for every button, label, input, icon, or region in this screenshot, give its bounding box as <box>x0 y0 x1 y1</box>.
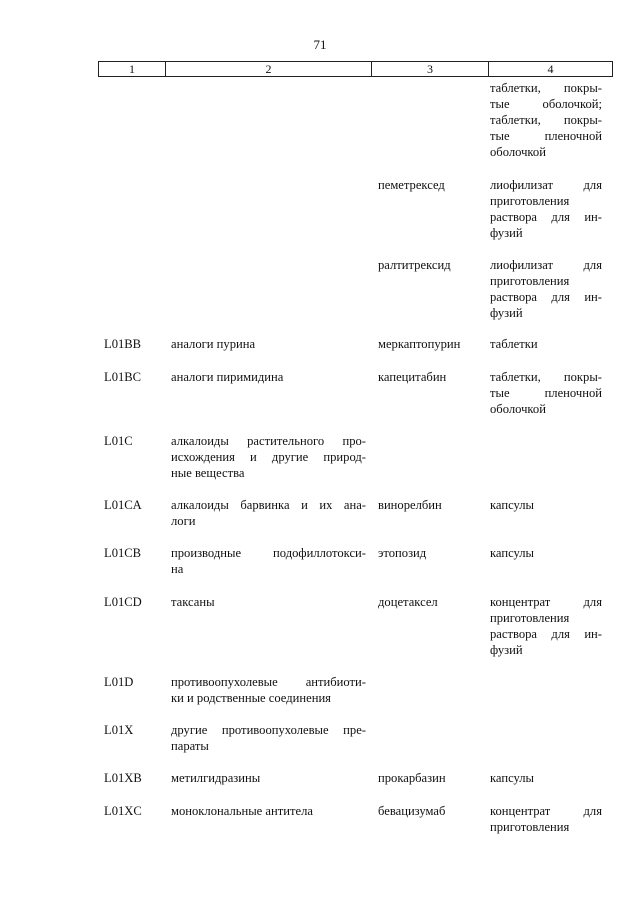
dosage-form-line: фузий <box>490 306 523 320</box>
dosage-form-line: концентрат для <box>490 804 602 818</box>
dosage-form-line: лиофилизат для <box>490 258 602 272</box>
dosage-form-line: капсулы <box>490 498 535 512</box>
group-name <box>171 545 366 577</box>
atc-code: L01XB <box>104 771 142 785</box>
dosage-form-line: раствора для ин- <box>490 290 602 304</box>
atc-code: L01XC <box>104 804 142 818</box>
group-name-line: моноклональные антитела <box>171 804 313 818</box>
group-name-line: логи <box>171 514 196 528</box>
dosage-form-line: капсулы <box>490 546 535 560</box>
group-name-line: производные подофиллотокси- <box>171 546 366 560</box>
dosage-form <box>490 545 602 561</box>
drug-name: доцетаксел <box>378 595 438 609</box>
dosage-form <box>490 177 602 241</box>
header-col-3: 3 <box>372 62 489 77</box>
dosage-form-line: фузий <box>490 226 523 240</box>
drug-name: этопозид <box>378 546 427 560</box>
dosage-form-line: таблетки, покры- <box>490 113 602 127</box>
group-name-line: таксаны <box>171 595 215 609</box>
drug-name: винорелбин <box>378 498 442 512</box>
dosage-form <box>490 497 602 513</box>
atc-code: L01CD <box>104 595 142 609</box>
group-name-line: алкалоиды барвинка и их ана- <box>171 498 366 512</box>
group-name <box>171 770 366 786</box>
group-name <box>171 722 366 754</box>
header-col-4: 4 <box>489 62 613 77</box>
dosage-form-line: лиофилизат для <box>490 178 602 192</box>
group-name-line: аналоги пурина <box>171 337 256 351</box>
drug-name: капецитабин <box>378 370 447 384</box>
drug-name: бевацизумаб <box>378 804 446 818</box>
dosage-form <box>490 336 602 352</box>
group-name <box>171 674 366 706</box>
group-name-line: алкалоиды растительного про- <box>171 434 366 448</box>
dosage-form <box>490 594 602 658</box>
atc-code: L01X <box>104 723 134 737</box>
dosage-form-line: таблетки, покры- <box>490 81 602 95</box>
dosage-form-line: таблетки, покры- <box>490 370 602 384</box>
dosage-form <box>490 803 602 835</box>
group-name-line: исхождения и другие природ- <box>171 450 366 464</box>
dosage-form-line: приготовления <box>490 820 570 834</box>
atc-code: L01BB <box>104 337 142 351</box>
header-col-2: 2 <box>166 62 372 77</box>
drug-name: прокарбазин <box>378 771 446 785</box>
dosage-form-line: приготовления <box>490 194 570 208</box>
dosage-form-line: тые пленочной <box>490 386 602 400</box>
dosage-form-line: концентрат для <box>490 595 602 609</box>
group-name <box>171 433 366 481</box>
group-name-line: аналоги пиримидина <box>171 370 284 384</box>
dosage-form-line: оболочкой <box>490 402 546 416</box>
dosage-form <box>490 257 602 321</box>
dosage-form-line: приготовления <box>490 274 570 288</box>
group-name <box>171 336 366 352</box>
drug-name: ралтитрексид <box>378 258 451 272</box>
page-number: 71 <box>313 37 327 52</box>
group-name <box>171 369 366 385</box>
atc-code: L01CA <box>104 498 142 512</box>
group-name-line: на <box>171 562 184 576</box>
dosage-form <box>490 770 602 786</box>
atc-code: L01BC <box>104 370 142 384</box>
header-col-1: 1 <box>99 62 166 77</box>
group-name-line: другие противоопухолевые пре- <box>171 723 366 737</box>
group-name-line: ки и родственные соединения <box>171 691 331 705</box>
dosage-form-line: фузий <box>490 643 523 657</box>
dosage-form-line: тые оболочкой; <box>490 97 602 111</box>
dosage-form <box>490 369 602 417</box>
group-name <box>171 594 366 610</box>
atc-code: L01D <box>104 675 134 689</box>
group-name-line: параты <box>171 739 209 753</box>
dosage-form-line: оболочкой <box>490 145 546 159</box>
dosage-form-line: приготовления <box>490 611 570 625</box>
dosage-form-line: таблетки <box>490 337 538 351</box>
group-name-line: ные вещества <box>171 466 245 480</box>
dosage-form-line: капсулы <box>490 771 535 785</box>
dosage-form-line: тые пленочной <box>490 129 602 143</box>
group-name <box>171 497 366 529</box>
group-name-line: метилгидразины <box>171 771 261 785</box>
dosage-form <box>490 80 602 160</box>
group-name-line: противоопухолевые антибиоти- <box>171 675 366 689</box>
dosage-form-line: раствора для ин- <box>490 210 602 224</box>
atc-code: L01C <box>104 434 133 448</box>
drug-name: меркаптопурин <box>378 337 461 351</box>
dosage-form-line: раствора для ин- <box>490 627 602 641</box>
table-header <box>98 61 613 77</box>
group-name <box>171 803 366 819</box>
atc-code: L01CB <box>104 546 142 560</box>
drug-name: пеметрексед <box>378 178 445 192</box>
